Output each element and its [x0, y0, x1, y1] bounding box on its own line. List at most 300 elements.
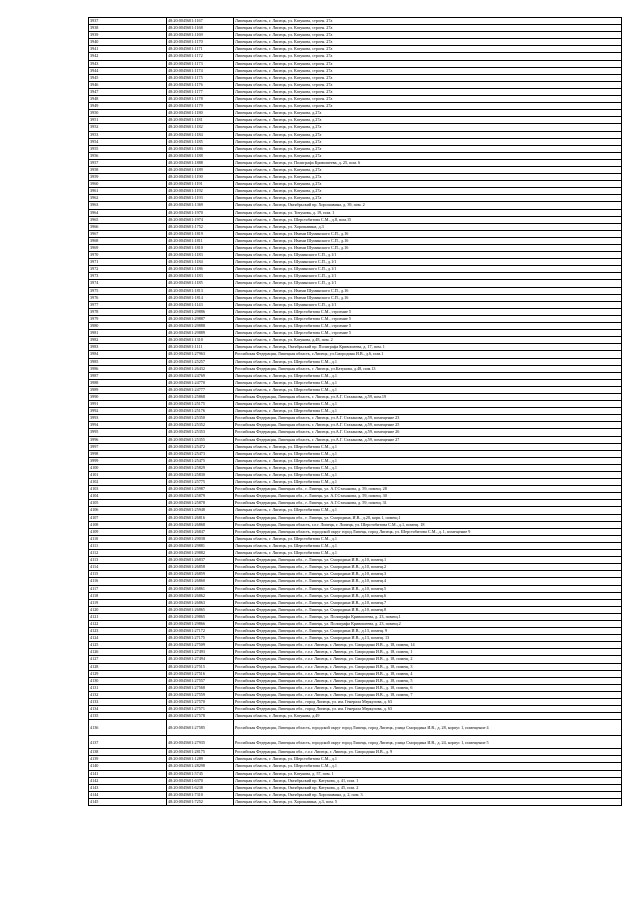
cadastral-number-cell: 48:20:0045601:1184 — [167, 259, 234, 266]
address-cell: Липецкая область, г. Липецк, ул. Шерстобитова С.М., д.1 — [234, 443, 622, 450]
table-row — [89, 315, 622, 322]
table-row — [89, 223, 622, 230]
address-cell: Липецкая область, г. Липецк, ул. Шерстобитова С.М., д.1 — [234, 464, 622, 471]
table-row — [89, 557, 622, 564]
address-cell: Российская Федерация, Липецкая обл., г. Липецк, ул. Смородина И.В., д.10, помещ.6 — [234, 592, 622, 599]
row-number-cell: 3950 — [89, 110, 167, 117]
cadastral-number-cell: 48:20:0045601:7310 — [167, 791, 234, 798]
table-row — [89, 770, 622, 777]
table-row — [89, 649, 622, 656]
table-row — [89, 528, 622, 535]
address-cell: Российская Федерация, Липецкая обл., г. Липецк, ул. А.Г.Стаханова, д. 59, помещ. 28 — [234, 486, 622, 493]
address-cell: Российская Федерация, Липецкая обл., г. Липецк, ул. Смородина И.В., д.10, помещ.8 — [234, 606, 622, 613]
address-cell: Липецкая область, г. Липецк, ул. Катукова, д.27а — [234, 110, 622, 117]
cadastral-number-cell: 48:20:0045601:29886 — [167, 308, 234, 315]
table-row — [89, 159, 622, 166]
row-number-cell: 3983 — [89, 344, 167, 351]
table-row — [89, 67, 622, 74]
cadastral-number-cell: 48:20:0045601:27515 — [167, 663, 234, 670]
row-number-cell: 3976 — [89, 294, 167, 301]
table-row — [89, 188, 622, 195]
table-row — [89, 96, 622, 103]
address-cell: Липецкая область, г. Липецк, ул. Хорошавина, д.3, пом. 5 — [234, 798, 622, 805]
row-number-cell: 3938 — [89, 25, 167, 32]
address-cell: Липецкая область, г. Липецк, ул. Шерстобитова С.М., д.1 — [234, 542, 622, 549]
table-row — [89, 209, 622, 216]
address-cell: Российская Федерация, Липецкая обл., г. Липецк, ул. Смородина И.В., д.10, помещ.5 — [234, 585, 622, 592]
address-cell: Липецкая область, г. Липецк, ул. Шуминского С.П., д.1/1 — [234, 301, 622, 308]
row-number-cell: 4132 — [89, 691, 167, 698]
address-cell: Липецкая область, г. Липецк, ул. Имени Шуминского С.П., д.16 — [234, 294, 622, 301]
table-row — [89, 564, 622, 571]
cadastral-number-cell: 48:20:0045601:29889 — [167, 330, 234, 337]
cadastral-number-cell: 48:20:0045601:25175 — [167, 401, 234, 408]
row-number-cell: 3944 — [89, 67, 167, 74]
address-cell: Российская Федерация, Липецкая обл., г.о.г. Липецк, г. Липецк, ул. Смородина И.В., д. 18, помещ. 1 — [234, 649, 622, 656]
table-row — [89, 337, 622, 344]
table-row — [89, 266, 622, 273]
cadastral-number-cell: 48:20:0045601:1813 — [167, 287, 234, 294]
row-number-cell: 3989 — [89, 386, 167, 393]
row-number-cell: 3952 — [89, 124, 167, 131]
address-cell: Липецкая область, г. Липецк, ул. Шерстобитова С.М., д.1 — [234, 479, 622, 486]
cadastral-number-cell: 48:20:0045601:25775 — [167, 479, 234, 486]
cadastral-number-cell: 48:20:0045601:25948 — [167, 507, 234, 514]
cadastral-number-cell: 48:20:0045601:1167 — [167, 18, 234, 25]
address-cell: Российская Федерация, Липецкая обл., город Липецк, ул. им. Генерала Меркулова, д. 63 — [234, 706, 622, 713]
table-row — [89, 606, 622, 613]
row-number-cell: 4101 — [89, 472, 167, 479]
cadastral-number-cell: 48:20:0045601:1184 — [167, 131, 234, 138]
table-row — [89, 110, 622, 117]
table-row — [89, 344, 622, 351]
table-row — [89, 500, 622, 507]
table-row — [89, 152, 622, 159]
row-number-cell: 3965 — [89, 216, 167, 223]
address-cell: Российская Федерация, Липецкая обл., г.о.г. Липецк, г. Липецк, ул. Смородина И.В., д. 18, помещ. 2 — [234, 656, 622, 663]
row-number-cell: 4129 — [89, 670, 167, 677]
row-number-cell: 4121 — [89, 613, 167, 620]
table-row — [89, 613, 622, 620]
address-cell: Липецкая область, г. Липецк, ул. Шуминского С.П., д.1/1 — [234, 252, 622, 259]
cadastral-number-cell: 48:20:0045601:27494 — [167, 656, 234, 663]
address-cell: Липецкая область, г. Липецк, ул. Шерстобитова С.М., д.1 — [234, 450, 622, 457]
cadastral-number-cell: 48:20:0045601:27175 — [167, 635, 234, 642]
row-number-cell: 3996 — [89, 436, 167, 443]
cadastral-number-cell: 48:20:0045601:27935 — [167, 736, 234, 749]
cadastral-number-cell: 48:20:0045601:1190 — [167, 174, 234, 181]
row-number-cell: 3971 — [89, 259, 167, 266]
address-cell: Российская Федерация, Липецкая область, г. Липецк, ул.А.Г. Стаханова, д.59, помещение 25 — [234, 422, 622, 429]
cadastral-number-cell: 48:20:0045601:25472 — [167, 443, 234, 450]
row-number-cell: 4106 — [89, 507, 167, 514]
address-cell: Российская Федерация, Липецкая обл., г. Липецк, ул. Смородина И.В., д.13, помещ. 13 — [234, 635, 622, 642]
table-row — [89, 691, 622, 698]
row-number-cell: 4143 — [89, 784, 167, 791]
table-row — [89, 308, 622, 315]
table-row — [89, 124, 622, 131]
cadastral-number-cell: 48:20:0045601:1179 — [167, 103, 234, 110]
cadastral-number-cell: 48:20:0045601:1191 — [167, 181, 234, 188]
cadastral-number-cell: 48:20:0045601:29887 — [167, 315, 234, 322]
address-cell: Липецкая область, г. Липецк, ул. Имени Шуминского С.П., д.16 — [234, 245, 622, 252]
cadastral-number-cell: 48:20:0045601:25878 — [167, 500, 234, 507]
row-number-cell: 4118 — [89, 592, 167, 599]
table-row — [89, 749, 622, 756]
address-cell: Липецкая область, г. Липецк, ул. Катукова, строен. 27а — [234, 88, 622, 95]
row-number-cell: 3981 — [89, 330, 167, 337]
row-number-cell: 3937 — [89, 18, 167, 25]
address-cell: Липецкая область, г. Липецк, ул. Катукова, строен. 27а — [234, 67, 622, 74]
address-cell: Российская Федерация, Липецкая область, городской округ город Липецк, город Липецк, ул. Шерстобитова С.М., д. 1, помещение 9 — [234, 528, 622, 535]
row-number-cell: 4103 — [89, 486, 167, 493]
cadastral-number-cell: 48:20:0045601:1289 — [167, 756, 234, 763]
cadastral-number-cell: 48:20:0045601:29881 — [167, 542, 234, 549]
row-number-cell: 4109 — [89, 528, 167, 535]
cadastral-number-cell: 48:20:0045601:1811 — [167, 237, 234, 244]
row-number-cell: 3970 — [89, 252, 167, 259]
address-cell: Российская Федерация, Липецкая обл., г. Липецк, ул. Полиграфа Кривошеева, д. 23, помещ.1 — [234, 613, 622, 620]
row-number-cell: 3980 — [89, 323, 167, 330]
address-cell: Липецкая область, г. Липецк, ул. Имени Шуминского С.П., д.16 — [234, 230, 622, 237]
cadastral-number-cell: 48:20:0045601:1180 — [167, 110, 234, 117]
address-cell: Российская Федерация, Липецкая обл., г. Липецк, ул. Смородина И.В., д.10, помещ.4 — [234, 578, 622, 585]
cadastral-number-cell: 48:20:0045601:1185 — [167, 280, 234, 287]
table-row — [89, 514, 622, 521]
table-row — [89, 117, 622, 124]
cadastral-number-cell: 48:20:0045601:6238 — [167, 784, 234, 791]
cadastral-number-cell: 48:20:0045601:27516 — [167, 670, 234, 677]
address-cell: Липецкая область, г. Липецк, Октябрьский пр. Катукова, д. 45, пом. 2 — [234, 784, 622, 791]
cadastral-number-cell: 48:20:0045601:1183 — [167, 273, 234, 280]
table-row — [89, 287, 622, 294]
cadastral-number-cell: 48:20:0045601:25879 — [167, 493, 234, 500]
cadastral-number-cell: 48:20:0045601:25350 — [167, 415, 234, 422]
cadastral-number-cell: 48:20:0045601:6370 — [167, 777, 234, 784]
address-cell: Российская Федерация, Липецкая обл., г. Липецк, ул. Смородина И.В., д.10, помещ.7 — [234, 599, 622, 606]
row-number-cell: 3977 — [89, 301, 167, 308]
cadastral-table — [88, 17, 622, 806]
table-row — [89, 25, 622, 32]
row-number-cell: 3964 — [89, 209, 167, 216]
table-row — [89, 358, 622, 365]
table-row — [89, 585, 622, 592]
table-row — [89, 507, 622, 514]
row-number-cell: 3979 — [89, 315, 167, 322]
row-number-cell: 3991 — [89, 401, 167, 408]
cadastral-number-cell: 48:20:0045601:26837 — [167, 557, 234, 564]
row-number-cell: 3941 — [89, 46, 167, 53]
address-cell: Липецкая область, г. Липецк, ул. Шерстобитова С.М., д.1 — [234, 756, 622, 763]
table-row — [89, 443, 622, 450]
table-row — [89, 472, 622, 479]
table-row — [89, 479, 622, 486]
table-row — [89, 181, 622, 188]
row-number-cell: 3954 — [89, 138, 167, 145]
address-cell: Липецкая область, г. Липецк, ул. Катукова, д.27а — [234, 174, 622, 181]
row-number-cell: 3949 — [89, 103, 167, 110]
table-row — [89, 642, 622, 649]
row-number-cell: 4131 — [89, 684, 167, 691]
table-row — [89, 216, 622, 223]
table-row — [89, 798, 622, 805]
row-number-cell: 4120 — [89, 606, 167, 613]
row-number-cell: 3973 — [89, 273, 167, 280]
row-number-cell: 3966 — [89, 223, 167, 230]
cadastral-number-cell: 48:20:0045601:26863 — [167, 599, 234, 606]
address-cell: Липецкая область, г. Липецк, ул. Шуминского С.П., д.1/1 — [234, 266, 622, 273]
table-row — [89, 259, 622, 266]
table-row — [89, 408, 622, 415]
cadastral-number-cell: 48:20:0045601:29888 — [167, 323, 234, 330]
row-number-cell: 3948 — [89, 96, 167, 103]
row-number-cell: 4113 — [89, 557, 167, 564]
cadastral-number-cell: 48:20:0045601:25473 — [167, 450, 234, 457]
table-row — [89, 578, 622, 585]
row-number-cell: 3967 — [89, 230, 167, 237]
cadastral-number-cell: 48:20:0045601:27557 — [167, 677, 234, 684]
address-cell: Липецкая область, г. Липецк, ул. Катукова, д.49 — [234, 713, 622, 720]
cadastral-number-cell: 48:20:0045601:25257 — [167, 358, 234, 365]
row-number-cell: 3961 — [89, 188, 167, 195]
cadastral-number-cell: 48:20:0045601:27493 — [167, 649, 234, 656]
cadastral-number-cell: 48:20:0045601:27570 — [167, 699, 234, 706]
cadastral-number-cell: 48:20:0045601:1173 — [167, 60, 234, 67]
address-cell: Липецкая область, г. Липецк, ул. Имени Шуминского С.П., д.16 — [234, 287, 622, 294]
row-number-cell: 3990 — [89, 393, 167, 400]
address-cell: Липецкая область, г. Липецк, ул. Шуминского С.П., д.1/1 — [234, 259, 622, 266]
table-row — [89, 720, 622, 736]
table-row — [89, 195, 622, 202]
cadastral-number-cell: 48:20:0045601:1188 — [167, 152, 234, 159]
cadastral-number-cell: 48:20:0045601:27509 — [167, 642, 234, 649]
row-number-cell: 3974 — [89, 280, 167, 287]
address-cell: Липецкая область, г. Липецк, ул. Катукова, строен. 27а — [234, 46, 622, 53]
cadastral-number-cell: 48:20:0045601:25830 — [167, 472, 234, 479]
cadastral-number-cell: 48:20:0045601:26432 — [167, 365, 234, 372]
table-row — [89, 330, 622, 337]
address-cell: Липецкая область, г. Липецк, ул. Шерстобитова С.М., д.1 — [234, 372, 622, 379]
cadastral-number-cell: 48:20:0045601:1171 — [167, 46, 234, 53]
table-row — [89, 365, 622, 372]
cadastral-number-cell: 48:20:0045601:25829 — [167, 464, 234, 471]
address-cell: Липецкая область, г. Липецк, ул. Полиграфа Кривошеева, д. 25, пом. 6 — [234, 159, 622, 166]
table-row — [89, 784, 622, 791]
table-row — [89, 450, 622, 457]
row-number-cell: 4114 — [89, 564, 167, 571]
cadastral-number-cell: 48:20:0045601:1176 — [167, 81, 234, 88]
address-cell: Российская Федерация, Липецкая обл., г. Липецк, ул. А.Г.Стаханова, д. 59, помещ. 30 — [234, 493, 622, 500]
table-body — [89, 18, 622, 806]
cadastral-number-cell: 48:20:0045601:1192 — [167, 188, 234, 195]
address-cell: Липецкая область, г. Липецк, ул. Катукова, д.27а — [234, 145, 622, 152]
cadastral-number-cell: 48:20:0045601:1175 — [167, 74, 234, 81]
row-number-cell: 3992 — [89, 408, 167, 415]
cadastral-number-cell: 48:20:0045601:25353 — [167, 429, 234, 436]
row-number-cell: 3963 — [89, 202, 167, 209]
address-cell: Липецкая область, г. Липецк, ул. Катукова, строен. 27а — [234, 103, 622, 110]
cadastral-number-cell: 48:20:0045601:25176 — [167, 408, 234, 415]
table-row — [89, 684, 622, 691]
row-number-cell: 4136 — [89, 720, 167, 736]
row-number-cell: 3985 — [89, 358, 167, 365]
table-row — [89, 60, 622, 67]
cadastral-number-cell: 48:20:0045601:1182 — [167, 124, 234, 131]
row-number-cell: 4141 — [89, 770, 167, 777]
address-cell: Липецкая область, г. Липецк, ул. Катукова, д.27а — [234, 124, 622, 131]
cadastral-number-cell: 48:20:0045601:29038 — [167, 535, 234, 542]
table-row — [89, 237, 622, 244]
row-number-cell: 3993 — [89, 415, 167, 422]
row-number-cell: 3958 — [89, 166, 167, 173]
address-cell: Липецкая область, г. Липецк, ул. Шерстобитова С.М., д.1 — [234, 550, 622, 557]
address-cell: Российская Федерация, Липецкая обл., г.о.г. Липецк, г. Липецк, ул. Смородина И.В., д. 18, помещ. 6 — [234, 684, 622, 691]
cadastral-number-cell: 48:20:0045601:1189 — [167, 166, 234, 173]
row-number-cell: 3998 — [89, 450, 167, 457]
table-row — [89, 301, 622, 308]
address-cell: Российская Федерация, Липецкая область, г. Липецк, ул.А.Г. Стаханова, д.59, пом.19 — [234, 393, 622, 400]
address-cell: Российская Федерация, Липецкая обл., г.о.г. Липецк, г. Липецк, ул. Смородина И.В., д. 9 — [234, 749, 622, 756]
cadastral-number-cell: 48:20:0045601:1185 — [167, 138, 234, 145]
address-cell: Липецкая область, г. Липецк, ул. Катукова, строен. 27а — [234, 18, 622, 25]
cadastral-number-cell: 48:20:0045601:26865 — [167, 606, 234, 613]
address-cell: Липецкая область, г. Липецк, ул. Шерстобитова С.М., строение 5 — [234, 330, 622, 337]
row-number-cell: 3956 — [89, 152, 167, 159]
cadastral-number-cell: 48:20:0045601:1193 — [167, 195, 234, 202]
table-row — [89, 103, 622, 110]
table-row — [89, 635, 622, 642]
address-cell: Липецкая область, г. Липецк, ул. Катукова, д.27а — [234, 131, 622, 138]
address-cell: Липецкая область, г. Липецк, ул. Имени Шуминского С.П., д.16 — [234, 237, 622, 244]
row-number-cell: 4110 — [89, 535, 167, 542]
row-number-cell: 3984 — [89, 351, 167, 358]
table-row — [89, 542, 622, 549]
table-row — [89, 202, 622, 209]
address-cell: Липецкая область, г. Липецк, ул. Шерстобитова С.М., д.1 — [234, 358, 622, 365]
row-number-cell: 3969 — [89, 245, 167, 252]
table-row — [89, 81, 622, 88]
table-row — [89, 706, 622, 713]
row-number-cell: 3960 — [89, 181, 167, 188]
row-number-cell: 4142 — [89, 777, 167, 784]
row-number-cell: 4122 — [89, 620, 167, 627]
row-number-cell: 4112 — [89, 550, 167, 557]
address-cell: Российская Федерация, Липецкая обл., г. Липецк, ул. Смородина И.В., д.13, помещ. 9 — [234, 628, 622, 635]
address-cell: Липецкая область, г. Липецк, ул. Катукова, строен. 27а — [234, 53, 622, 60]
row-number-cell: 4137 — [89, 736, 167, 749]
row-number-cell: 4134 — [89, 706, 167, 713]
table-row — [89, 88, 622, 95]
table-row — [89, 493, 622, 500]
row-number-cell: 4107 — [89, 514, 167, 521]
address-cell: Российская Федерация, Липецкая область, г. Липецк, ул.А.Г. Стаханова, д.59, помещение 26 — [234, 429, 622, 436]
table-row — [89, 138, 622, 145]
row-number-cell: 4117 — [89, 585, 167, 592]
cadastral-number-cell: 48:20:0045601:26847 — [167, 528, 234, 535]
address-cell: Липецкая область, г. Липецк, ул. Катукова, д.27а — [234, 166, 622, 173]
row-number-cell: 4108 — [89, 521, 167, 528]
row-number-cell: 4133 — [89, 699, 167, 706]
row-number-cell: 3987 — [89, 372, 167, 379]
row-number-cell: 3978 — [89, 308, 167, 315]
address-cell: Российская Федерация, Липецкая обл., г.о.г. Липецк, г. Липецк, ул. Смородина И.В., д. 18, помещ. 7 — [234, 691, 622, 698]
cadastral-number-cell: 48:20:0045601:1183 — [167, 252, 234, 259]
address-cell: Липецкая область, г. Липецк, ул. Хорошавина, д.3 — [234, 223, 622, 230]
table-row — [89, 457, 622, 464]
address-cell: Липецкая область, г. Липецк, ул. Шерстобитова С.М., д.1 — [234, 386, 622, 393]
row-number-cell: 3939 — [89, 32, 167, 39]
cadastral-number-cell: 48:20:0045601:1172 — [167, 53, 234, 60]
row-number-cell: 3962 — [89, 195, 167, 202]
table-row — [89, 145, 622, 152]
address-cell: Липецкая область, г. Липецк, ул. Катукова, д. 57, пом. 1 — [234, 770, 622, 777]
row-number-cell: 4104 — [89, 493, 167, 500]
cadastral-number-cell: 48:20:0045601:28298 — [167, 763, 234, 770]
row-number-cell: 3953 — [89, 131, 167, 138]
address-cell: Липецкая область, г. Липецк, ул. Катукова, д.27а — [234, 181, 622, 188]
cadastral-number-cell: 48:20:0045601:27559 — [167, 691, 234, 698]
address-cell: Липецкая область, г. Липецк, ул. Шерстобитова С.М., д.1 — [234, 457, 622, 464]
address-cell: Российская Федерация, Липецкая обл., г. Липецк, ул. Полиграфа Кривошеева, д. 23, помещ.2 — [234, 620, 622, 627]
address-cell: Российская Федерация, Липецкая область, г. Липецк, ул.А.Г. Стаханова, д.59, помещение 23 — [234, 415, 622, 422]
row-number-cell: 3995 — [89, 429, 167, 436]
cadastral-number-cell: 48:20:0045601:26862 — [167, 592, 234, 599]
address-cell: Липецкая область, г. Липецк, ул. Шерстобитова С.М., д.1 — [234, 408, 622, 415]
row-number-cell: 3943 — [89, 60, 167, 67]
table-row — [89, 323, 622, 330]
address-cell: Липецкая область, г. Липецк, ул. Шерстобитова С.М., д.1 — [234, 535, 622, 542]
row-number-cell: 4115 — [89, 571, 167, 578]
row-number-cell: 3968 — [89, 237, 167, 244]
address-cell: Липецкая область, г. Липецк, Октябрьский пр. Полиграфа Кривошеева, д. 17, пом. 1 — [234, 344, 622, 351]
row-number-cell: 3940 — [89, 39, 167, 46]
cadastral-number-cell: 48:20:0045601:1168 — [167, 25, 234, 32]
address-cell: Липецкая область, г. Липецк, ул. Катукова, строен. 27а — [234, 39, 622, 46]
cadastral-number-cell: 48:20:0045601:1174 — [167, 67, 234, 74]
table-row — [89, 656, 622, 663]
row-number-cell: 3957 — [89, 159, 167, 166]
row-number-cell: 3959 — [89, 174, 167, 181]
table-row — [89, 436, 622, 443]
cadastral-number-cell: 48:20:0045601:1181 — [167, 117, 234, 124]
table-row — [89, 763, 622, 770]
address-cell: Липецкая область, г. Липецк, ул. Шуминского С.П., д.1/1 — [234, 273, 622, 280]
cadastral-number-cell: 48:20:0045601:1814 — [167, 294, 234, 301]
address-cell: Липецкая область, г. Липецк, ул. Шерстобитова С.М., строение 5 — [234, 315, 622, 322]
row-number-cell: 4100 — [89, 464, 167, 471]
cadastral-number-cell: 48:20:0045601:26859 — [167, 571, 234, 578]
table-row — [89, 599, 622, 606]
row-number-cell: 3975 — [89, 287, 167, 294]
table-row — [89, 174, 622, 181]
cadastral-number-cell: 48:20:0045601:24777 — [167, 386, 234, 393]
cadastral-number-cell: 48:20:0045601:1186 — [167, 145, 234, 152]
table-row — [89, 372, 622, 379]
address-cell: Липецкая область, г. Липецк, ул. Катукова, строен. 27а — [234, 25, 622, 32]
row-number-cell: 4102 — [89, 479, 167, 486]
row-number-cell: 3997 — [89, 443, 167, 450]
row-number-cell: 3945 — [89, 74, 167, 81]
row-number-cell: 3982 — [89, 337, 167, 344]
address-cell: Липецкая область, г. Липецк, ул. Катукова, д.27а — [234, 117, 622, 124]
cadastral-number-cell: 48:20:0045601:25352 — [167, 422, 234, 429]
address-cell: Липецкая область, г. Липецк, ул. Катукова, д.27а — [234, 152, 622, 159]
row-number-cell: 3946 — [89, 81, 167, 88]
table-row — [89, 713, 622, 720]
cadastral-number-cell: 48:20:0045601:1177 — [167, 88, 234, 95]
table-row — [89, 628, 622, 635]
address-cell: Липецкая область, г. Липецк, ул. Шерстобитова С.М., д.1 — [234, 763, 622, 770]
